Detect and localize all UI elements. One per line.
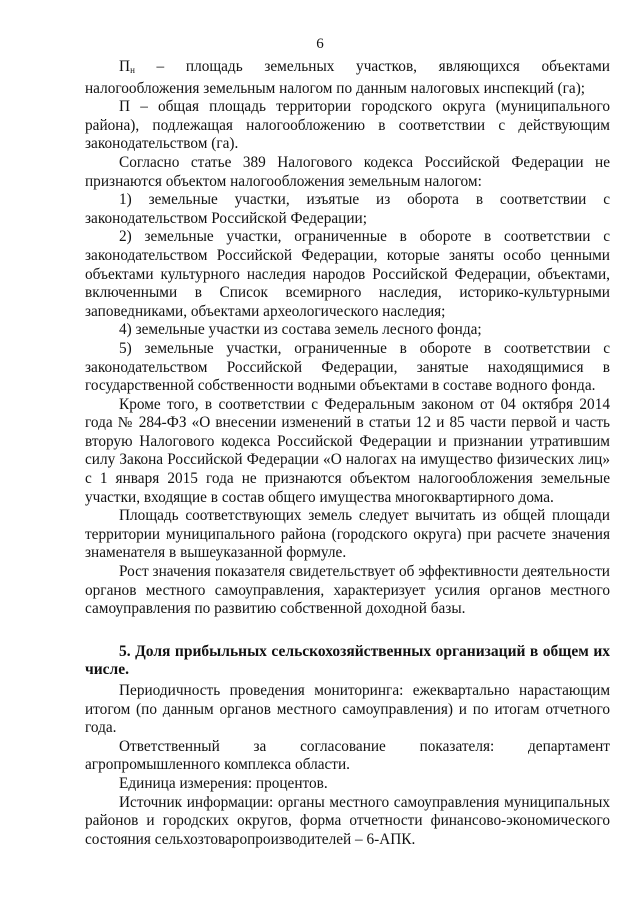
list-item-5: 5) земельные участки, ограниченные в обороте в соответствии с законодательством Российской Федерации, занятые находящимися в государственной собственности водными объектами в составе водного фонда. — [85, 339, 610, 395]
page-number: 6 — [316, 36, 324, 52]
section-5-unit: Единица измерения: процентов. — [119, 774, 328, 792]
list-item-1: 1) земельные участки, изъятые из оборота в соответствии с законодательством Российской Федерации; — [85, 191, 610, 227]
paragraph-growth: Рост значения показателя свидетельствует об эффективности деятельности органов местного самоуправления, характеризует усилия органов местного самоуправления по развитию собственной доходной базы. — [85, 563, 610, 618]
paragraph-area-subtract: Площадь соответствующих земель следует вычитать из общей площади территории муниципального района (городского округа) при расчете значения знаменателя в вышеуказанной формуле. — [85, 507, 610, 562]
section-5-heading: 5. Доля прибыльных сельскохозяйственных организаций в общем их числе. — [85, 642, 610, 679]
section-5-source: Источник информации: органы местного самоуправления муниципальных районов и городских округов, форма отчетности финансово-экономического состояния сельхозтоваропроизводителей – 6-АПК. — [85, 793, 610, 848]
symbol-subscript: н — [130, 65, 135, 75]
list-item-2: 2) земельные участки, ограниченные в обороте в соответствии с законодательством Российской Федерации, которые заняты особо ценными объектами культурного наследия народов Российской Федерации, объектами, включенными в Список всемирного наследия, историко-культурными заповедниками, объектами археологического наследия; — [85, 228, 610, 320]
definition-pn — [85, 58, 610, 98]
section-5-responsible: Ответственный за согласование показателя: департамент агропромышленного комплекса области. — [85, 737, 610, 774]
definition-p: П – общая площадь территории городского округа (муниципального района), подлежащая налогообложению в соответствии с действующим законодательством (га). — [85, 98, 610, 153]
symbol-p: П — [119, 58, 131, 75]
paragraph-federal-law: Кроме того, в соответствии с Федеральным законом от 04 октября 2014 года № 284-ФЗ «О внесении изменений в статьи 12 и 85 части первой и часть вторую Налогового кодекса Российской Федерации и признании утратившим силу Закона Российской Федерации «О налогах на имущество физических лиц» с 1 января 2015 года не признаются объектом налогообложения земельные участки, входящие в состав общего имущества многоквартирного дома. — [85, 395, 610, 506]
paragraph-article-389: Согласно статье 389 Налогового кодекса Российской Федерации не признаются объектом налогообложения земельным налогом: — [85, 153, 610, 190]
list-item-4: 4) земельные участки из состава земель лесного фонда; — [119, 321, 482, 339]
document-body — [85, 58, 610, 849]
section-5-periodicity: Периодичность проведения мониторинга: ежеквартально нарастающим итогом (по данным органов местного самоуправления) и по итогам отчетного года. — [85, 682, 610, 737]
definition-pn-text: – площадь земельных участков, являющихся объектами налогообложения земельным налогом по данным налоговых инспекций (га); — [85, 58, 610, 97]
